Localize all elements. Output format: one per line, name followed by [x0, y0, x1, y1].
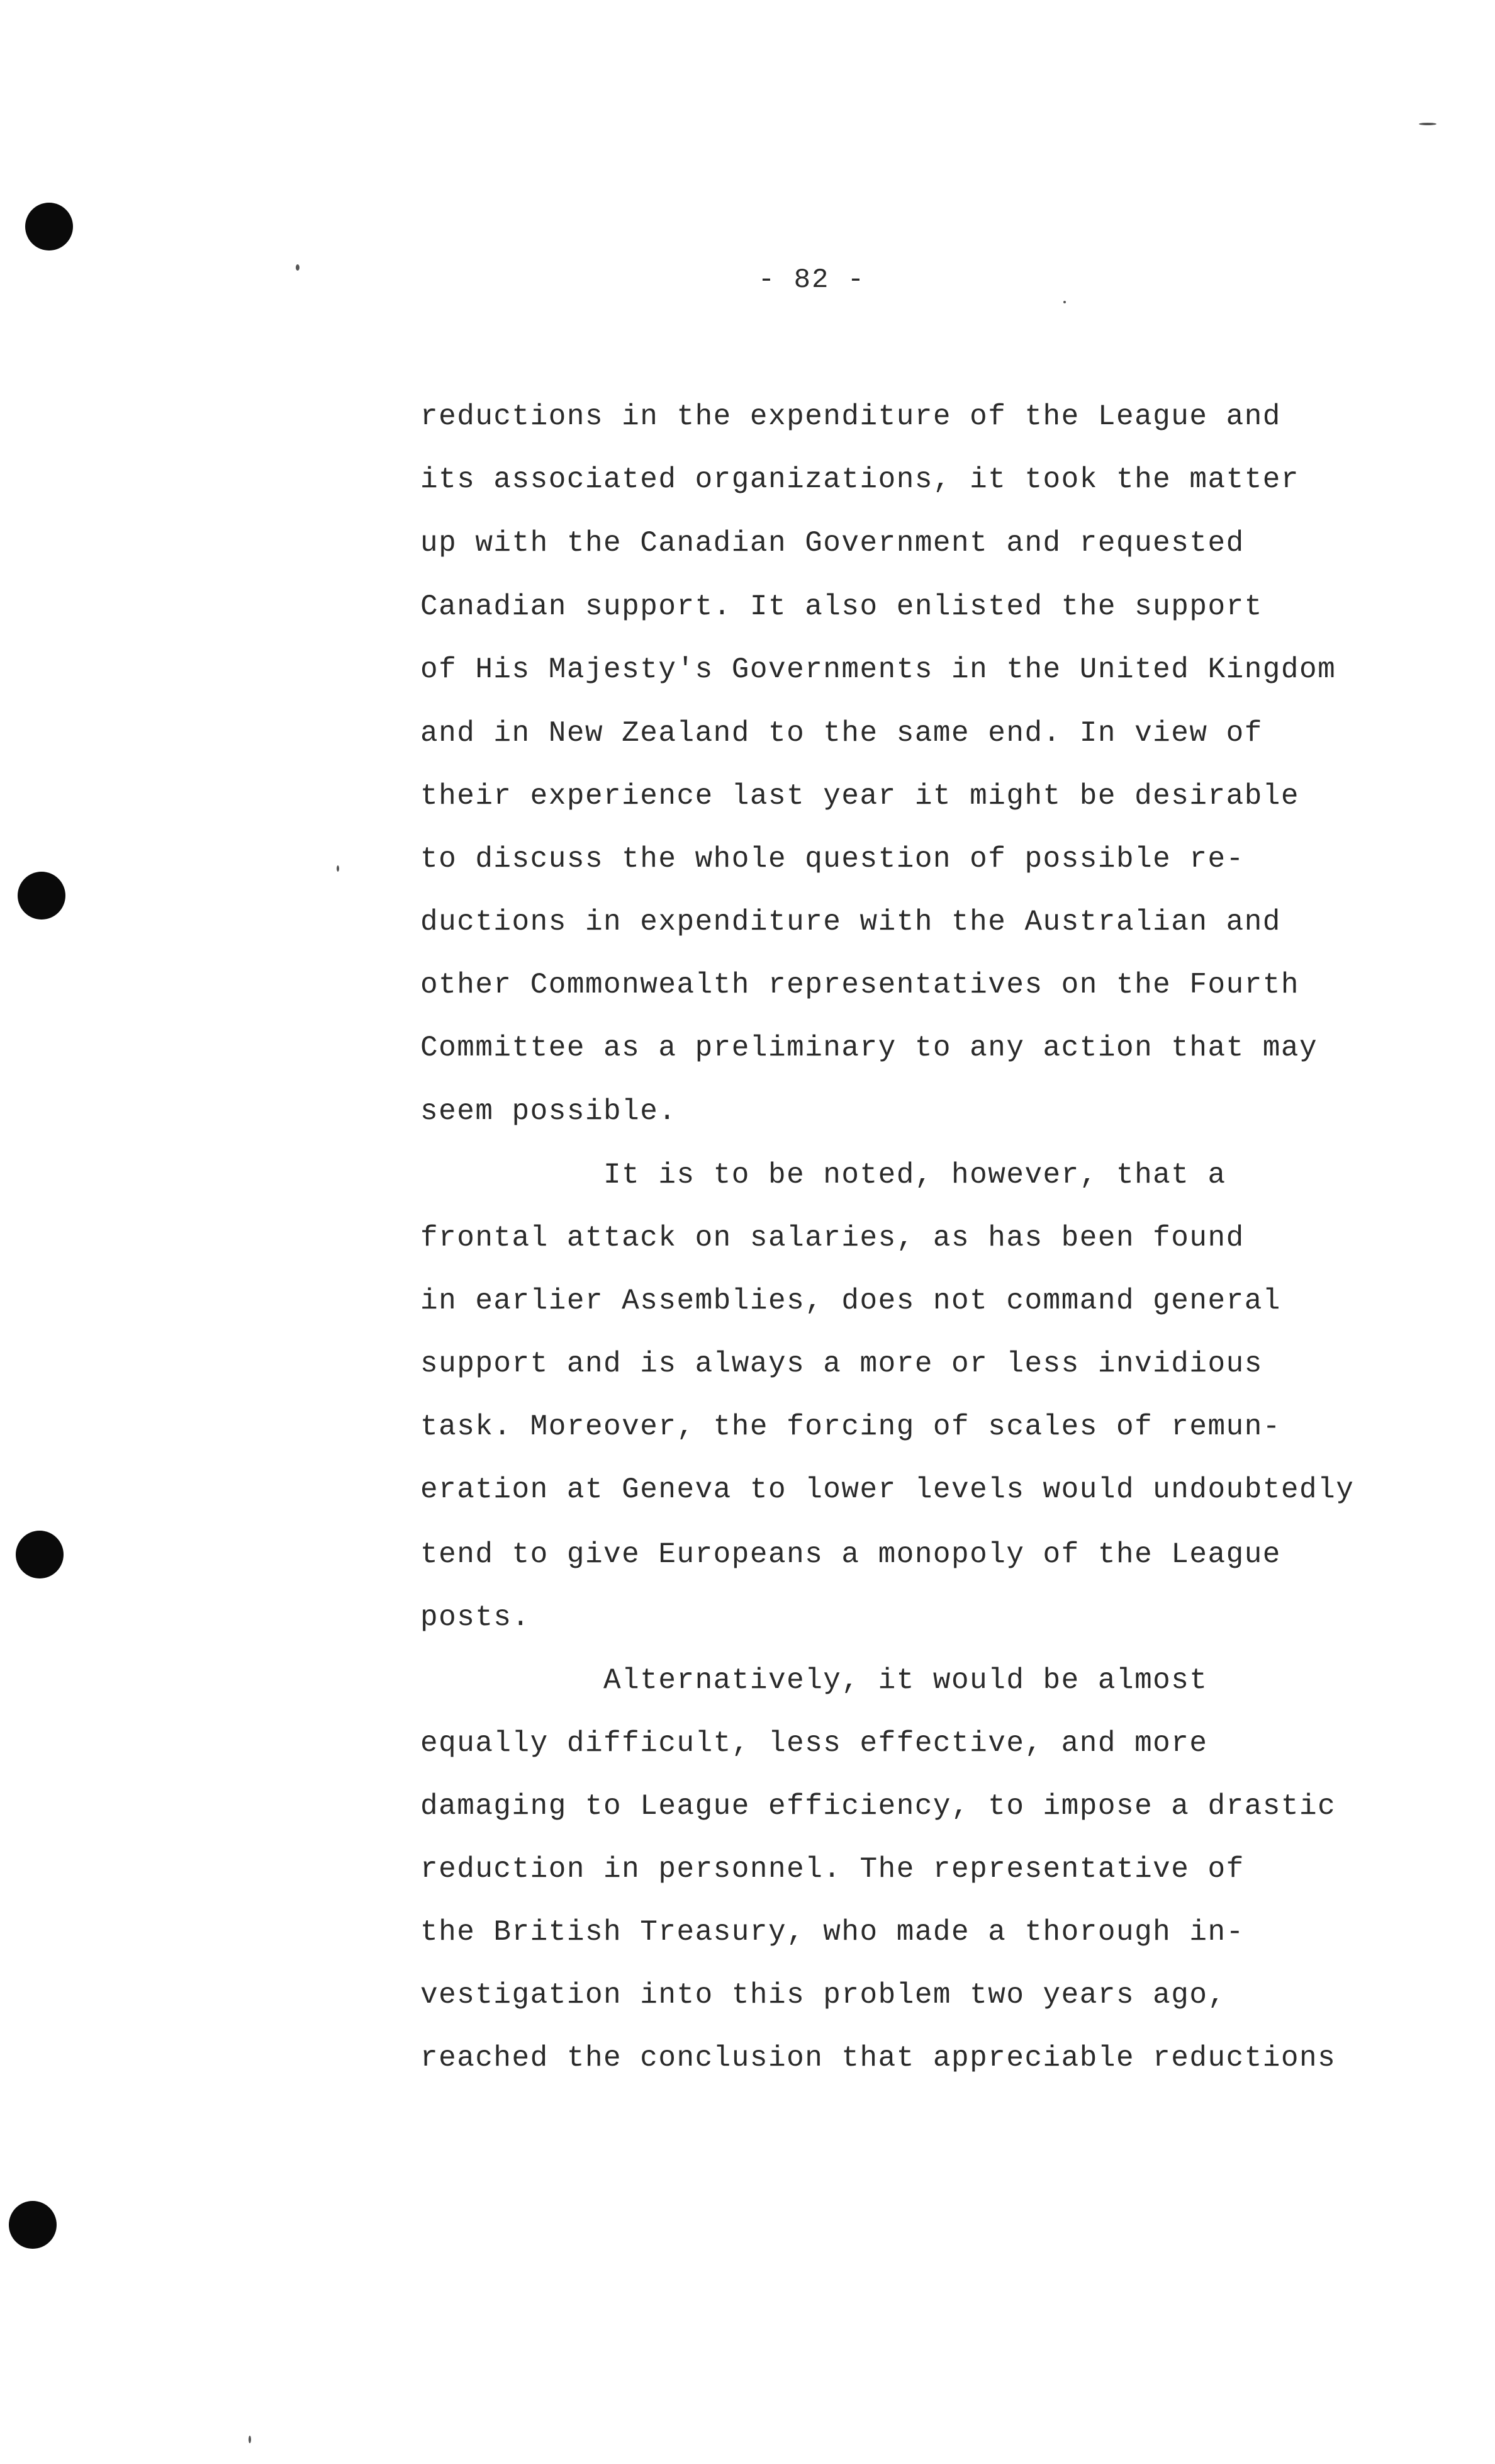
text-line: their experience last year it might be desirable — [420, 780, 1300, 813]
text-line: tend to give Europeans a monopoly of the League — [420, 1538, 1281, 1571]
text-line: task. Moreover, the forcing of scales of remun- — [420, 1410, 1281, 1443]
text-line: Alternatively, it would be almost — [420, 1664, 1208, 1697]
text-line: and in New Zealand to the same end. In view of — [420, 717, 1263, 750]
text-line: vestigation into this problem two years ago, — [420, 1979, 1226, 2011]
text-line: frontal attack on salaries, as has been found — [420, 1222, 1245, 1254]
text-line: its associated organizations, it took the matter — [420, 463, 1300, 496]
punch-hole — [9, 2201, 57, 2249]
text-line: the British Treasury, who made a thorough in- — [420, 1916, 1245, 1949]
text-line: to discuss the whole question of possible re- — [420, 843, 1245, 875]
punch-hole — [16, 1531, 64, 1578]
page-number: - 82 - — [758, 264, 866, 296]
text-line: It is to be noted, however, that a — [420, 1159, 1226, 1191]
text-line: posts. — [420, 1601, 530, 1634]
text-line: in earlier Assemblies, does not command general — [420, 1285, 1281, 1317]
text-line: equally difficult, less effective, and more — [420, 1727, 1208, 1760]
text-line: ductions in expenditure with the Australian and — [420, 906, 1281, 938]
text-line: Committee as a preliminary to any action that may — [420, 1032, 1318, 1064]
text-line: seem possible. — [420, 1095, 677, 1128]
text-line: Canadian support. It also enlisted the support — [420, 590, 1263, 623]
text-line: reduction in personnel. The representative of — [420, 1853, 1245, 1886]
scan-speck — [249, 2436, 251, 2443]
punch-hole — [25, 203, 73, 250]
text-line: damaging to League efficiency, to impose a drastic — [420, 1790, 1336, 1823]
text-line: eration at Geneva to lower levels would undoubtedly — [420, 1473, 1355, 1506]
text-line: reached the conclusion that appreciable reductions — [420, 2042, 1336, 2074]
text-line: of His Majesty's Governments in the United Kingdom — [420, 653, 1336, 686]
scan-speck — [1063, 301, 1066, 303]
punch-hole — [18, 872, 65, 920]
text-line: up with the Canadian Government and requested — [420, 527, 1245, 560]
scan-speck — [1419, 123, 1436, 125]
text-line: other Commonwealth representatives on the Fourth — [420, 969, 1300, 1001]
text-line: reductions in the expenditure of the League and — [420, 400, 1281, 433]
scan-speck — [337, 865, 339, 872]
scan-speck — [296, 264, 300, 271]
text-line: support and is always a more or less invidious — [420, 1347, 1263, 1380]
